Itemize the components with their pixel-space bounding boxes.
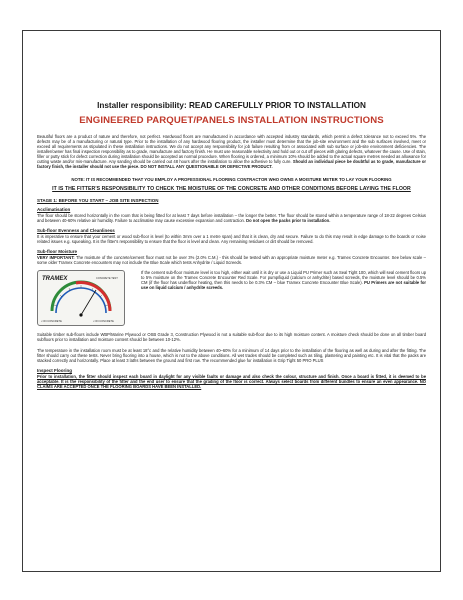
moisture-meter-description bbox=[141, 270, 426, 293]
evenness-paragraph: It is imperative to ensure that your cement or wood sub-floor is level (to within 3mm over a 1 metre span) and that it is clean, dry and secure. Failure to do this may result in edge damage to the boards or noise related issues e.g. squeaking. It is the fitter's responsibility to ensure that the floor is level and clean. Any remaining residues or dirt should be removed. bbox=[37, 234, 426, 244]
meter-pivot bbox=[79, 313, 82, 316]
meter-blue-arc bbox=[56, 288, 106, 313]
meter-needle bbox=[81, 290, 96, 315]
intro-paragraph: Beautiful floors are a product of nature and therefore, not perfect. Hardwood floors are manufactured in accordance with accepted industry standards, which permit a defect tolerance not to exceed 5%. The defects may be of a manufacturing or natural type. Prior to the installation of any hardwood flooring product, the installer must determine that the job-site environment and the sub surfaces involved, meet or exceed all requirements as stipulated in these installation instructions. We do not accept any responsibility for job failure resulting from or associated with sub surface or job-site environment deficiencies. The installer/owner has final inspection responsibility as to grade, manufacture and factory finish. He must use reasonable selectivity and hold out or cut off pieces with glaring defects, whatever the cause. Use of stain, filler or putty stick for defect correction during installation should be accepted as normal procedure. When flooring is ordered, a minimum 10% should be added to the actual square metres needed as allowance for cutting waste and/or mis-manufacture. Any sanding should be carried out 48 hours after the installation to allow the adhesive to fully cure. Should an individual piece be doubtful as to grade, manufacture or factory finish, the installer should not use the piece. DO NOT INSTALL ANY QUESTIONABLE OR DEFECTIVE PRODUCT. bbox=[37, 134, 426, 169]
moisture-meter-image bbox=[37, 270, 125, 326]
acclimatisation-heading: Acclimatisation bbox=[37, 207, 71, 212]
document-title: ENGINEERED PARQUET/PANELS INSTALLATION INSTRUCTIONS bbox=[79, 115, 384, 126]
inspection-heading: Inspect Flooring bbox=[37, 368, 73, 373]
stage-heading: STAGE 1: BEFORE YOU START – JOB SITE INSPECTION bbox=[37, 198, 159, 203]
responsibility-heading: Installer responsibility: READ CAREFULLY PRIOR TO INSTALLATION bbox=[97, 101, 366, 110]
fitter-responsibility-notice: IT IS THE FITTER'S RESPONSIBILITY TO CHECK THE MOISTURE OF THE CONCRETE AND OTHER CONDITIONS BEFORE LAYING THE FLOOR bbox=[52, 186, 411, 192]
recommendation-note: NOTE: IT IS RECOMMENDED THAT YOU EMPLOY A PROFESSIONAL FLOORING CONTRACTOR WHO OWNS A MOISTURE METER TO LAY YOUR FLOORING bbox=[71, 177, 392, 182]
subfloor-suitability-paragraph: Suitable timber sub-floors include WBP/Marine Plywood or OSB Grade 3, Construction Plywood is not a suitable sub-floor due to its high moisture content. A moisture check should be done on all timber board subfloors prior to installation and moisture content should be between 10-12%. bbox=[37, 332, 426, 342]
inspection-paragraph: Prior to installation, the fitter should inspect each board in daylight for any visible faults or damage and also check the colour, structure and finish. Once a board is fitted, it is deemed to be acceptable. It is the responsibility of the fitter and the end user to ensure that the grading of the floor is correct. Always select boards from different bundles to ensure an even appearance. NO CLAIMS ARE ACCEPTED ONCE THE FLOORING BOARDS HAVE BEEN INSTALLED. bbox=[37, 374, 426, 389]
acclimatisation-paragraph: The floor should be stored horizontally in the room that is being fitted for at least 7 days before installation – the longer the better. The floor should be stored within a temperature range of 18-22 degrees Celsius and between 40-60% relative air humidity. Failure to acclimatise may cause excessive expansion and contraction. Do not open the packs prior to installation. bbox=[37, 213, 426, 223]
meter-dial-graphic bbox=[38, 271, 124, 325]
moisture-heading: Sub-floor Moisture bbox=[37, 249, 77, 254]
meter-label-top-right: CONCRETE TEST bbox=[96, 277, 118, 280]
document-page bbox=[22, 30, 441, 572]
meter-label-bottom-right: • ON CONCRETE bbox=[93, 320, 114, 323]
meter-label-bottom-left: • ON CONCRETE bbox=[41, 320, 62, 323]
temperature-paragraph: The temperature in the installation room must be at least 18°c and the relative humidity between 40–60% for a minimum of 14 days prior to the installation of the flooring as well as during and after the fitting. The fitter should carry out these tests. Never bring flooring into a house, which is not to the above conditions. All wet trades should be completed such as tiling, plastering and painting etc. It is vital that the packs are stacked correctly and horizontally. Place at least 3 laths between the ground and first row. The recommended glue for installation is Grip Tight 50 PRO PLUS bbox=[37, 348, 426, 363]
moisture-meter-section bbox=[37, 270, 426, 326]
moisture-paragraph: VERY IMPORTANT: The moisture of the concrete/cement floor must not be over 3% (2.0% C.M.) - this should be tested with an appropriate moisture meter e.g. Tramex Concrete Encounter. See below scale – some older Tramex Concrete encounters may not include the Blue Scale which tests Anhydrite / Liquid Screeds. bbox=[37, 255, 426, 265]
primer-paragraph: If the cement sub-floor moisture level is too high, either wait until it is dry or use a Liquid PU Primer such as Seal Tight 100, which will seal cement floors up to 5% moisture on the Tramex Concrete Encounter Red Scale. For pump/liquid (calcium or anhydrite) based screeds, the moisture level should be 0.5% CM (if the floor has underfloor heating, then this needs to be 0.3% CM – blue Tramex Concrete Encounter Blue Scale). PU Primers are not suitable for use on liquid calcium / anhydrite screeds. bbox=[141, 270, 427, 290]
evenness-heading: Sub-floor Evenness and Cleanliness bbox=[37, 228, 115, 233]
meter-brand: TRAMEX bbox=[42, 276, 68, 282]
